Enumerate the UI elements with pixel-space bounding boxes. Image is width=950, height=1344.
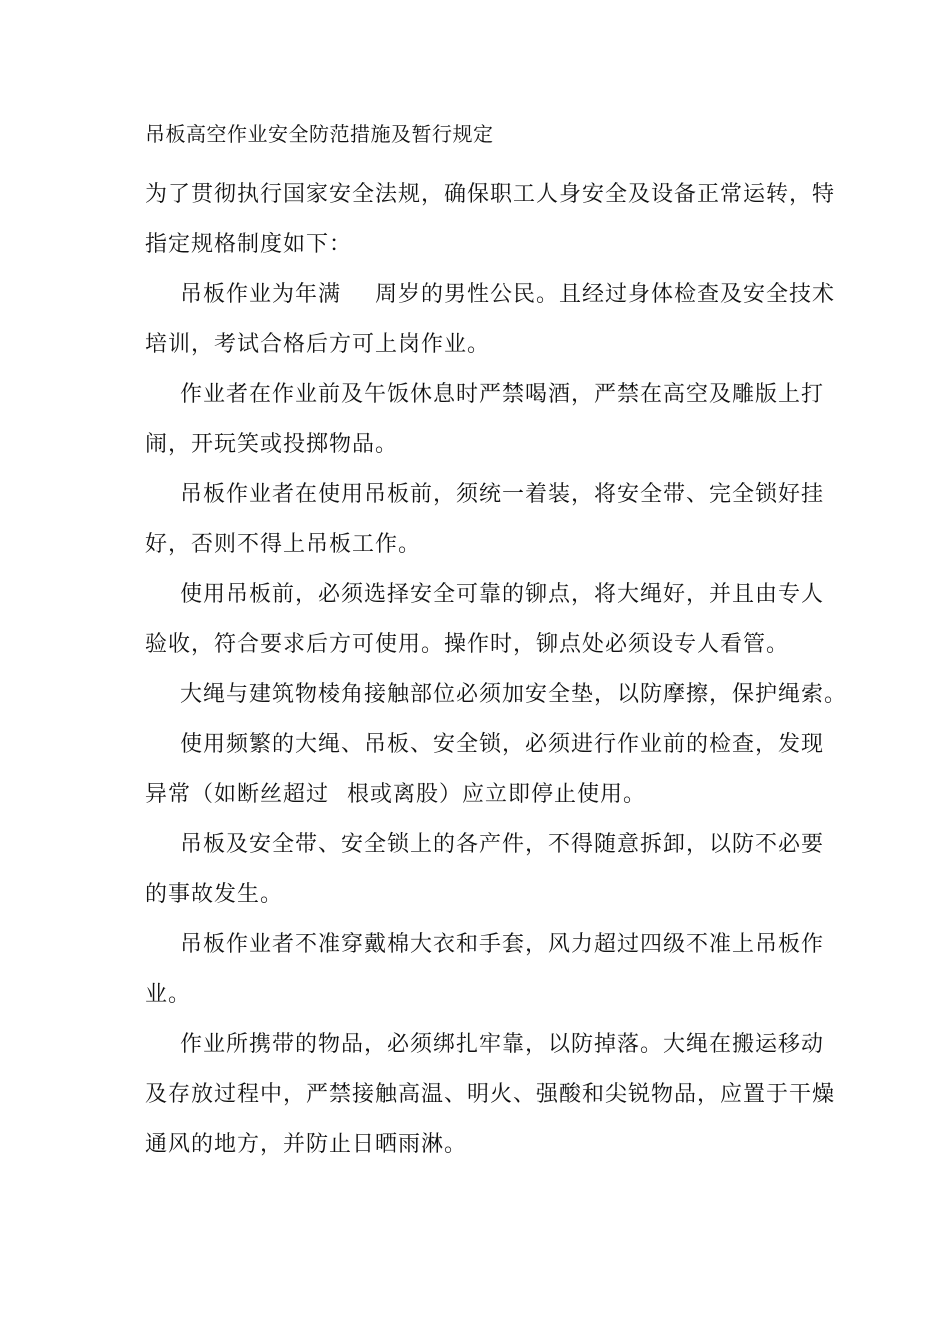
rule-paragraph-1 <box>145 270 836 370</box>
rule-1-line-1-part-a: 吊板作业为年满 <box>180 282 342 307</box>
rule-6-line-2-part-a: 异常（如断丝超过 <box>145 782 330 807</box>
rule-paragraph-7 <box>145 820 825 920</box>
rule-paragraph-8 <box>145 920 825 1020</box>
rule-4-line-1: 使用吊板前，必须选择安全可靠的铆点，将大绳好，并且由专人 <box>180 582 825 607</box>
intro-line-2: 指定规格制度如下： <box>145 232 353 257</box>
rule-9-line-3: 通风的地方，并防止日晒雨淋。 <box>145 1132 468 1157</box>
rule-9-line-2: 及存放过程中，严禁接触高温、明火、强酸和尖锐物品，应置于干燥 <box>145 1082 836 1107</box>
rule-9-line-1: 作业所携带的物品，必须绑扎牢靠，以防掉落。大绳在搬运移动 <box>180 1032 825 1057</box>
rule-paragraph-9 <box>145 1020 836 1170</box>
intro-paragraph <box>145 170 836 270</box>
rule-1-line-1-part-b: 周岁的男性公民。且经过身体检查及安全技术 <box>375 282 836 307</box>
rule-6-line-1: 使用频繁的大绳、吊板、安全锁，必须进行作业前的检查，发现 <box>180 732 825 757</box>
rule-8-line-1: 吊板作业者不准穿戴棉大衣和手套，风力超过四级不准上吊板作 <box>180 932 825 957</box>
rule-paragraph-2 <box>145 370 825 470</box>
rule-3-line-1: 吊板作业者在使用吊板前，须统一着装，将安全带、完全锁好挂 <box>180 482 825 507</box>
rule-4-line-2: 验收，符合要求后方可使用。操作时，铆点处必须设专人看管。 <box>145 632 790 657</box>
rule-paragraph-5 <box>145 670 848 720</box>
rule-2-line-1: 作业者在作业前及午饭休息时严禁喝酒，严禁在高空及雕版上打 <box>180 382 825 407</box>
rule-6-line-2 <box>145 770 810 820</box>
rule-8-line-2: 业。 <box>145 982 192 1007</box>
rule-1-line-1 <box>145 270 836 320</box>
rule-6-line-2-part-b: 根或离股）应立即停止使用。 <box>347 782 647 807</box>
rule-5-line-1: 大绳与建筑物棱角接触部位必须加安全垫，以防摩擦，保护绳索。 <box>180 682 848 707</box>
rule-1-line-2: 培训，考试合格后方可上岗作业。 <box>145 332 491 357</box>
rule-7-line-1: 吊板及安全带、安全锁上的各产件，不得随意拆卸，以防不必要 <box>180 832 825 857</box>
document-title: 吊板高空作业安全防范措施及暂行规定 <box>145 122 494 146</box>
rule-paragraph-3 <box>145 470 825 570</box>
rule-7-line-2: 的事故发生。 <box>145 882 284 907</box>
rule-paragraph-6 <box>145 720 825 820</box>
rule-2-line-2: 闹，开玩笑或投掷物品。 <box>145 432 399 457</box>
rule-3-line-2: 好，否则不得上吊板工作。 <box>145 532 422 557</box>
intro-line-1: 为了贯彻执行国家安全法规，确保职工人身安全及设备正常运转，特 <box>145 182 836 207</box>
document-body <box>145 170 848 1170</box>
rule-paragraph-4 <box>145 570 825 670</box>
